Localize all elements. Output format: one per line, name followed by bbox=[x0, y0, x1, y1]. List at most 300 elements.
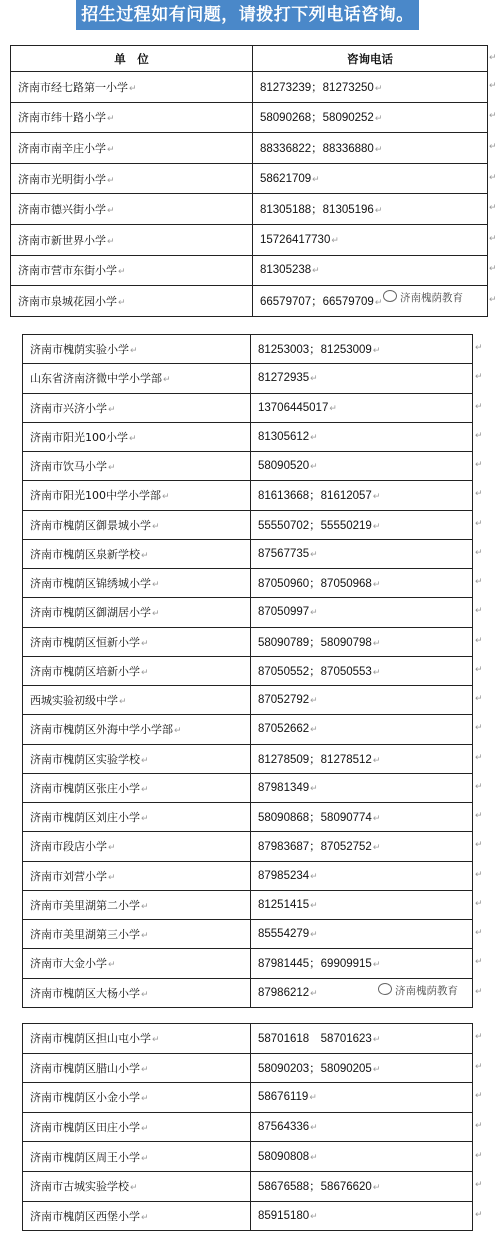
school-name-cell bbox=[23, 686, 251, 715]
school-name: 济南市饮马小学 bbox=[30, 460, 107, 474]
phone-number: 87986212 bbox=[258, 986, 310, 999]
school-name: 济南市槐荫实验小学 bbox=[30, 343, 129, 357]
school-name: 济南市槐荫区田庄小学 bbox=[30, 1121, 140, 1135]
paragraph-mark-icon: ↵ bbox=[107, 206, 115, 217]
phone-number: 87052662 bbox=[258, 723, 310, 736]
school-name: 济南市槐荫区御景城小学 bbox=[30, 518, 151, 532]
school-name: 济南市美里湖第三小学 bbox=[30, 928, 140, 942]
table-row bbox=[23, 744, 473, 773]
school-name-cell bbox=[11, 163, 253, 194]
school-name-cell bbox=[11, 224, 253, 255]
row-end-mark-icon: ↵ bbox=[475, 781, 483, 792]
paragraph-mark-icon: ↵ bbox=[107, 144, 115, 155]
paragraph-mark-icon: ↵ bbox=[372, 345, 381, 356]
column-header-unit: 单 位 bbox=[11, 46, 253, 72]
row-end-mark-icon: ↵ bbox=[475, 489, 483, 500]
watermark-top: 济南槐荫教育 bbox=[383, 290, 463, 305]
row-end-mark-icon: ↵ bbox=[475, 664, 483, 675]
phone-number: 15726417730 bbox=[260, 233, 331, 246]
school-name-cell bbox=[23, 598, 251, 627]
school-name-cell bbox=[23, 978, 251, 1007]
phone-number: 58090808 bbox=[258, 1150, 310, 1163]
table-row bbox=[23, 393, 473, 422]
table-row bbox=[11, 72, 488, 103]
paragraph-mark-icon: ↵ bbox=[152, 609, 160, 620]
paragraph-mark-icon: ↵ bbox=[141, 550, 149, 561]
school-name-cell bbox=[23, 1142, 251, 1172]
phone-cell bbox=[251, 656, 473, 685]
paragraph-mark-icon: ↵ bbox=[372, 520, 381, 531]
table-row bbox=[11, 163, 488, 194]
phone-number: 58090789；58090798 bbox=[258, 636, 372, 649]
paragraph-mark-icon: ↵ bbox=[141, 989, 149, 1000]
phone-number: 58090203；58090205 bbox=[258, 1062, 372, 1075]
school-name-cell bbox=[23, 773, 251, 802]
paragraph-mark-icon: ↵ bbox=[310, 548, 318, 559]
school-name: 济南市德兴街小学 bbox=[18, 203, 106, 217]
paragraph-mark-icon: ↵ bbox=[152, 521, 160, 532]
school-name-cell bbox=[23, 744, 251, 773]
paragraph-mark-icon: ↵ bbox=[310, 1151, 318, 1162]
table-row bbox=[23, 1142, 473, 1172]
school-name-cell bbox=[23, 452, 251, 481]
table-row bbox=[23, 686, 473, 715]
table-row bbox=[23, 949, 473, 978]
paragraph-mark-icon: ↵ bbox=[141, 1153, 149, 1164]
table-row bbox=[23, 539, 473, 568]
phone-cell bbox=[253, 133, 488, 164]
table-row bbox=[23, 569, 473, 598]
phone-cell bbox=[251, 422, 473, 451]
phone-number: 81305238 bbox=[260, 264, 312, 277]
phone-cell bbox=[251, 1024, 473, 1054]
table-header-row bbox=[11, 46, 488, 72]
row-end-mark-icon: ↵ bbox=[475, 1121, 483, 1132]
paragraph-mark-icon: ↵ bbox=[374, 82, 383, 93]
phone-number: 87050997 bbox=[258, 606, 310, 619]
paragraph-mark-icon: ↵ bbox=[372, 666, 381, 677]
school-name: 济南市槐荫区培新小学 bbox=[30, 664, 140, 678]
paragraph-mark-icon: ↵ bbox=[107, 175, 115, 186]
table-row bbox=[23, 1171, 473, 1201]
phone-cell bbox=[251, 920, 473, 949]
notice-banner: 招生过程如有问题，请拨打下列电话咨询。 bbox=[76, 0, 419, 30]
table-row bbox=[11, 102, 488, 133]
paragraph-mark-icon: ↵ bbox=[141, 814, 149, 825]
paragraph-mark-icon: ↵ bbox=[372, 491, 381, 502]
paragraph-mark-icon: ↵ bbox=[331, 234, 339, 245]
paragraph-mark-icon: ↵ bbox=[372, 754, 381, 765]
phone-number: 81613668；81612057 bbox=[258, 490, 372, 503]
phone-number: 81305188；81305196 bbox=[260, 204, 374, 217]
school-name: 济南市槐荫区刘庄小学 bbox=[30, 811, 140, 825]
table-row bbox=[23, 920, 473, 949]
phone-cell bbox=[251, 744, 473, 773]
school-name-cell bbox=[23, 920, 251, 949]
school-name-cell bbox=[23, 1171, 251, 1201]
phone-cell bbox=[251, 949, 473, 978]
row-end-mark-icon: ↵ bbox=[475, 1150, 483, 1161]
phone-cell bbox=[253, 72, 488, 103]
row-end-mark-icon: ↵ bbox=[475, 372, 483, 383]
phone-number: 58621709 bbox=[260, 172, 312, 185]
school-name: 济南市槐荫区担山屯小学 bbox=[30, 1032, 151, 1046]
table-row bbox=[23, 1053, 473, 1083]
school-name-cell bbox=[23, 1053, 251, 1083]
school-name-cell bbox=[23, 422, 251, 451]
phone-cell bbox=[253, 224, 488, 255]
paragraph-mark-icon: ↵ bbox=[141, 755, 149, 766]
watermark-bottom: 济南槐荫教育 bbox=[378, 983, 458, 998]
phone-number: 55550702；55550219 bbox=[258, 519, 372, 532]
phone-cell bbox=[251, 890, 473, 919]
contact-table-2 bbox=[22, 334, 473, 1008]
table-row bbox=[23, 422, 473, 451]
paragraph-mark-icon: ↵ bbox=[372, 959, 381, 970]
school-name-cell bbox=[11, 286, 253, 317]
paragraph-mark-icon: ↵ bbox=[152, 1035, 160, 1046]
phone-cell bbox=[251, 861, 473, 890]
row-end-mark-icon: ↵ bbox=[489, 172, 497, 183]
school-name-cell bbox=[23, 539, 251, 568]
column-header-phone: 咨询电话 bbox=[253, 46, 488, 72]
contact-table-3 bbox=[22, 1023, 473, 1231]
phone-cell bbox=[253, 194, 488, 225]
paragraph-mark-icon: ↵ bbox=[312, 265, 320, 276]
phone-number: 87981445；69909915 bbox=[258, 958, 372, 971]
paragraph-mark-icon: ↵ bbox=[141, 931, 149, 942]
row-end-mark-icon: ↵ bbox=[475, 1209, 483, 1220]
school-name-cell bbox=[23, 510, 251, 539]
table-row bbox=[23, 627, 473, 656]
paragraph-mark-icon: ↵ bbox=[310, 782, 318, 793]
phone-number: 81273239；81273250 bbox=[260, 81, 374, 94]
paragraph-mark-icon: ↵ bbox=[310, 987, 318, 998]
row-end-mark-icon: ↵ bbox=[475, 577, 483, 588]
paragraph-mark-icon: ↵ bbox=[141, 1212, 149, 1223]
phone-number: 88336822；88336880 bbox=[260, 142, 374, 155]
table-row bbox=[23, 510, 473, 539]
phone-number: 87050960；87050968 bbox=[258, 578, 372, 591]
paragraph-mark-icon: ↵ bbox=[163, 375, 171, 386]
school-name: 济南市槐荫区实验学校 bbox=[30, 752, 140, 766]
row-end-mark-icon: ↵ bbox=[475, 811, 483, 822]
phone-number: 13706445017 bbox=[258, 401, 329, 414]
row-end-mark-icon: ↵ bbox=[475, 343, 483, 354]
phone-cell bbox=[251, 393, 473, 422]
row-end-mark-icon: ↵ bbox=[475, 606, 483, 617]
school-name: 济南市古城实验学校 bbox=[30, 1180, 129, 1194]
wechat-icon bbox=[383, 290, 397, 302]
paragraph-mark-icon: ↵ bbox=[374, 296, 383, 307]
school-name-cell bbox=[23, 569, 251, 598]
phone-cell bbox=[251, 627, 473, 656]
school-name: 山东省济南济微中学小学部 bbox=[30, 372, 162, 386]
paragraph-mark-icon: ↵ bbox=[129, 433, 137, 444]
row-end-mark-icon: ↵ bbox=[475, 460, 483, 471]
school-name-cell bbox=[23, 715, 251, 744]
phone-number: 87985234 bbox=[258, 869, 310, 882]
school-name: 济南市纬十路小学 bbox=[18, 111, 106, 125]
phone-number: 85915180 bbox=[258, 1209, 310, 1222]
school-name: 济南市兴济小学 bbox=[30, 401, 107, 415]
paragraph-mark-icon: ↵ bbox=[310, 870, 318, 881]
school-name: 济南市阳光100中学小学部 bbox=[30, 489, 161, 503]
phone-number: 58090520 bbox=[258, 460, 310, 473]
paragraph-mark-icon: ↵ bbox=[372, 1034, 381, 1045]
phone-number: 87052792 bbox=[258, 694, 310, 707]
school-name: 济南市南辛庄小学 bbox=[18, 141, 106, 155]
school-name: 济南市阳光100小学 bbox=[30, 430, 128, 444]
paragraph-mark-icon: ↵ bbox=[108, 404, 116, 415]
school-name-cell bbox=[23, 949, 251, 978]
phone-number: 87983687；87052752 bbox=[258, 841, 372, 854]
table-row bbox=[11, 133, 488, 164]
row-end-mark-icon: ↵ bbox=[489, 233, 497, 244]
paragraph-mark-icon: ↵ bbox=[130, 346, 138, 357]
row-end-mark-icon: ↵ bbox=[475, 635, 483, 646]
table-row bbox=[23, 1201, 473, 1231]
school-name-cell bbox=[23, 1024, 251, 1054]
table-row bbox=[23, 1083, 473, 1113]
phone-number: 85554279 bbox=[258, 928, 310, 941]
table-row bbox=[11, 255, 488, 286]
phone-cell bbox=[251, 510, 473, 539]
paragraph-mark-icon: ↵ bbox=[141, 667, 149, 678]
row-end-mark-icon: ↵ bbox=[489, 294, 497, 305]
contact-table-1 bbox=[10, 45, 488, 317]
paragraph-mark-icon: ↵ bbox=[118, 297, 126, 308]
phone-cell bbox=[251, 1053, 473, 1083]
school-name: 济南市泉城花园小学 bbox=[18, 294, 117, 308]
row-end-mark-icon: ↵ bbox=[475, 986, 483, 997]
school-name: 济南市槐荫区小金小学 bbox=[30, 1091, 140, 1105]
school-name: 济南市美里湖第二小学 bbox=[30, 898, 140, 912]
paragraph-mark-icon: ↵ bbox=[310, 373, 318, 384]
school-name: 济南市槐荫区大杨小学 bbox=[30, 986, 140, 1000]
school-name-cell bbox=[11, 72, 253, 103]
row-end-mark-icon: ↵ bbox=[475, 401, 483, 412]
school-name: 济南市槐荫区腊山小学 bbox=[30, 1061, 140, 1075]
paragraph-mark-icon: ↵ bbox=[310, 431, 318, 442]
row-end-mark-icon: ↵ bbox=[475, 694, 483, 705]
school-name: 济南市新世界小学 bbox=[18, 233, 106, 247]
table-row bbox=[23, 364, 473, 393]
row-end-mark-icon: ↵ bbox=[475, 518, 483, 529]
phone-cell bbox=[251, 803, 473, 832]
row-end-mark-icon: ↵ bbox=[475, 723, 483, 734]
phone-number: 87567735 bbox=[258, 547, 310, 560]
phone-number: 87564336 bbox=[258, 1121, 310, 1134]
paragraph-mark-icon: ↵ bbox=[310, 929, 318, 940]
school-name-cell bbox=[11, 133, 253, 164]
paragraph-mark-icon: ↵ bbox=[310, 899, 318, 910]
school-name: 济南市槐荫区锦绣城小学 bbox=[30, 577, 151, 591]
school-name: 济南市营市东街小学 bbox=[18, 264, 117, 278]
row-end-mark-icon: ↵ bbox=[475, 869, 483, 880]
school-name-cell bbox=[23, 656, 251, 685]
paragraph-mark-icon: ↵ bbox=[372, 842, 381, 853]
phone-number: 87050552；87050553 bbox=[258, 665, 372, 678]
phone-cell bbox=[251, 598, 473, 627]
phone-number: 66579707；66579709 bbox=[260, 295, 374, 308]
paragraph-mark-icon: ↵ bbox=[141, 1094, 149, 1105]
paragraph-mark-icon: ↵ bbox=[108, 960, 116, 971]
paragraph-mark-icon: ↵ bbox=[310, 695, 318, 706]
paragraph-mark-icon: ↵ bbox=[108, 843, 116, 854]
paragraph-mark-icon: ↵ bbox=[119, 697, 127, 708]
row-end-mark-icon: ↵ bbox=[475, 430, 483, 441]
school-name-cell bbox=[11, 255, 253, 286]
school-name: 济南市槐荫区御湖居小学 bbox=[30, 606, 151, 620]
phone-cell bbox=[251, 715, 473, 744]
table-row bbox=[23, 773, 473, 802]
phone-cell bbox=[251, 1201, 473, 1231]
paragraph-mark-icon: ↵ bbox=[309, 1092, 317, 1103]
phone-number: 58090868；58090774 bbox=[258, 812, 372, 825]
paragraph-mark-icon: ↵ bbox=[374, 143, 383, 154]
table-row bbox=[11, 224, 488, 255]
table-row bbox=[23, 890, 473, 919]
school-name-cell bbox=[11, 102, 253, 133]
row-end-mark-icon: ↵ bbox=[475, 957, 483, 968]
phone-cell bbox=[251, 1112, 473, 1142]
school-name-cell bbox=[23, 1112, 251, 1142]
paragraph-mark-icon: ↵ bbox=[174, 726, 182, 737]
table-row bbox=[23, 335, 473, 364]
phone-cell bbox=[251, 569, 473, 598]
paragraph-mark-icon: ↵ bbox=[152, 580, 160, 591]
paragraph-mark-icon: ↵ bbox=[372, 813, 381, 824]
phone-number: 58701618 58701623 bbox=[258, 1033, 372, 1046]
paragraph-mark-icon: ↵ bbox=[372, 1182, 381, 1193]
row-end-mark-icon: ↵ bbox=[475, 1180, 483, 1191]
school-name-cell bbox=[23, 832, 251, 861]
school-name-cell bbox=[11, 194, 253, 225]
paragraph-mark-icon: ↵ bbox=[310, 1210, 318, 1221]
row-end-mark-icon: ↵ bbox=[475, 1091, 483, 1102]
phone-cell bbox=[251, 1142, 473, 1172]
row-end-mark-icon: ↵ bbox=[489, 203, 497, 214]
school-name: 西城实验初级中学 bbox=[30, 694, 118, 708]
paragraph-mark-icon: ↵ bbox=[374, 113, 383, 124]
paragraph-mark-icon: ↵ bbox=[129, 83, 137, 94]
row-end-mark-icon: ↵ bbox=[475, 928, 483, 939]
phone-number: 81253003；81253009 bbox=[258, 344, 372, 357]
school-name: 济南市槐荫区恒新小学 bbox=[30, 635, 140, 649]
table-row bbox=[23, 861, 473, 890]
phone-cell bbox=[251, 832, 473, 861]
paragraph-mark-icon: ↵ bbox=[141, 901, 149, 912]
paragraph-mark-icon: ↵ bbox=[118, 267, 126, 278]
school-name: 济南市大金小学 bbox=[30, 957, 107, 971]
phone-number: 58676119 bbox=[258, 1091, 309, 1104]
phone-cell bbox=[251, 364, 473, 393]
school-name: 济南市经七路第一小学 bbox=[18, 80, 128, 94]
paragraph-mark-icon: ↵ bbox=[310, 461, 318, 472]
table-row bbox=[23, 803, 473, 832]
phone-cell bbox=[253, 255, 488, 286]
school-name: 济南市槐荫区周王小学 bbox=[30, 1150, 140, 1164]
school-name-cell bbox=[23, 627, 251, 656]
paragraph-mark-icon: ↵ bbox=[141, 638, 149, 649]
row-end-mark-icon: ↵ bbox=[489, 52, 497, 63]
school-name-cell bbox=[23, 1083, 251, 1113]
phone-number: 81272935 bbox=[258, 372, 310, 385]
table-row bbox=[23, 1024, 473, 1054]
phone-cell bbox=[253, 163, 488, 194]
phone-cell bbox=[251, 539, 473, 568]
school-name-cell bbox=[23, 890, 251, 919]
paragraph-mark-icon: ↵ bbox=[312, 173, 320, 184]
row-end-mark-icon: ↵ bbox=[475, 898, 483, 909]
school-name: 济南市槐荫区张庄小学 bbox=[30, 781, 140, 795]
school-name: 济南市刘营小学 bbox=[30, 869, 107, 883]
paragraph-mark-icon: ↵ bbox=[372, 1063, 381, 1074]
phone-cell bbox=[251, 481, 473, 510]
row-end-mark-icon: ↵ bbox=[475, 547, 483, 558]
paragraph-mark-icon: ↵ bbox=[130, 1183, 138, 1194]
school-name: 济南市槐荫区泉新学校 bbox=[30, 547, 140, 561]
phone-cell bbox=[251, 1171, 473, 1201]
row-end-mark-icon: ↵ bbox=[475, 840, 483, 851]
row-end-mark-icon: ↵ bbox=[475, 1061, 483, 1072]
row-end-mark-icon: ↵ bbox=[489, 111, 497, 122]
phone-cell bbox=[251, 686, 473, 715]
table-row bbox=[23, 598, 473, 627]
paragraph-mark-icon: ↵ bbox=[329, 402, 337, 413]
row-end-mark-icon: ↵ bbox=[489, 141, 497, 152]
school-name: 济南市槐荫区外海中学小学部 bbox=[30, 723, 173, 737]
phone-number: 81251415 bbox=[258, 898, 310, 911]
school-name-cell bbox=[23, 335, 251, 364]
table-row bbox=[11, 194, 488, 225]
phone-number: 81305612 bbox=[258, 430, 310, 443]
phone-cell bbox=[251, 773, 473, 802]
row-end-mark-icon: ↵ bbox=[475, 752, 483, 763]
paragraph-mark-icon: ↵ bbox=[372, 579, 381, 590]
row-end-mark-icon: ↵ bbox=[489, 264, 497, 275]
paragraph-mark-icon: ↵ bbox=[108, 463, 116, 474]
school-name-cell bbox=[23, 861, 251, 890]
paragraph-mark-icon: ↵ bbox=[108, 872, 116, 883]
phone-cell bbox=[251, 335, 473, 364]
phone-number: 58090268；58090252 bbox=[260, 112, 374, 125]
table-row bbox=[23, 656, 473, 685]
phone-cell bbox=[251, 1083, 473, 1113]
table-row bbox=[23, 715, 473, 744]
paragraph-mark-icon: ↵ bbox=[372, 637, 381, 648]
paragraph-mark-icon: ↵ bbox=[141, 784, 149, 795]
phone-number: 58676588；58676620 bbox=[258, 1181, 372, 1194]
table-row bbox=[23, 452, 473, 481]
school-name-cell bbox=[23, 364, 251, 393]
row-end-mark-icon: ↵ bbox=[489, 80, 497, 91]
table-row bbox=[23, 481, 473, 510]
paragraph-mark-icon: ↵ bbox=[310, 607, 318, 618]
paragraph-mark-icon: ↵ bbox=[107, 236, 115, 247]
paragraph-mark-icon: ↵ bbox=[107, 114, 115, 125]
phone-cell bbox=[253, 102, 488, 133]
paragraph-mark-icon: ↵ bbox=[141, 1064, 149, 1075]
phone-number: 81278509；81278512 bbox=[258, 753, 372, 766]
paragraph-mark-icon: ↵ bbox=[141, 1124, 149, 1135]
school-name: 济南市槐荫区西堡小学 bbox=[30, 1209, 140, 1223]
paragraph-mark-icon: ↵ bbox=[310, 1122, 318, 1133]
paragraph-mark-icon: ↵ bbox=[310, 724, 318, 735]
school-name: 济南市段店小学 bbox=[30, 840, 107, 854]
school-name-cell bbox=[23, 481, 251, 510]
